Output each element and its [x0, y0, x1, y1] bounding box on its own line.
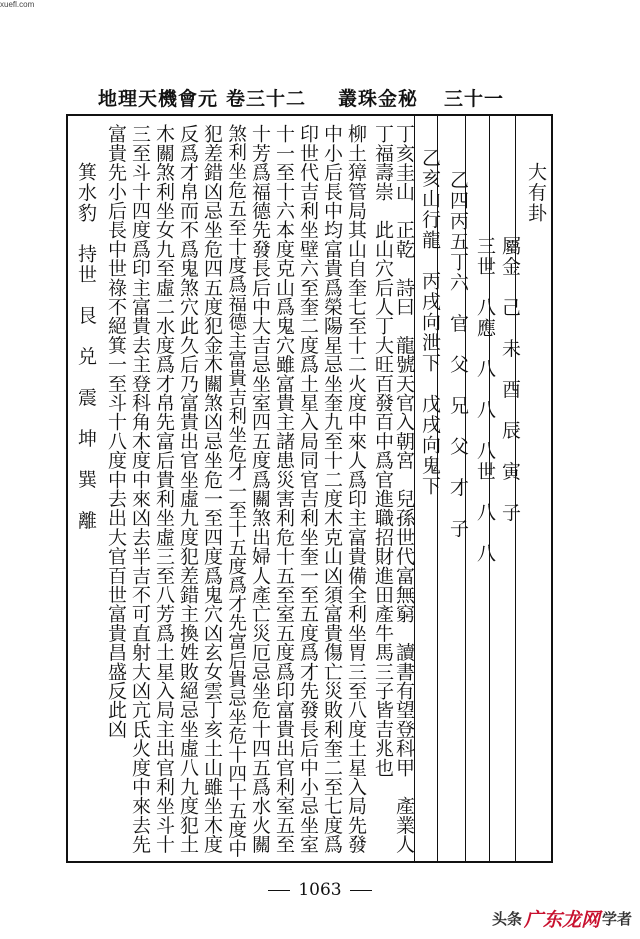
watermark: [492, 905, 632, 931]
site-mark: xuefl.com: [0, 0, 35, 9]
watermark-brand: 广东龙网: [523, 909, 600, 931]
text-column: 煞利坐危五至十度爲福德主富貴吉利坐危才一至十五度爲才先富后貴忌坐危十四十五度中: [225, 124, 247, 858]
footer-dash: [350, 890, 372, 891]
page-footer: [0, 880, 640, 900]
dragon-line: 乙亥山行龍 丙戌向泄下 戊戌向鬼下: [419, 148, 441, 497]
watermark-suffix: 学者: [601, 910, 632, 928]
text-column: 丁亥圭山 正乾 詩曰 龍號天官入朝宮 兒孫世代富無窮 讀書有望登科甲 產業人: [393, 124, 415, 854]
text-column: 十一至十六本度克山爲鬼穴雖富貴主諸患災害利危十五至室五度爲印富貴出官利室五至: [273, 124, 295, 854]
text-column: 三至斗十四度爲印主富貴去主登科角木度中來凶去半吉不可直射大凶亢氐火度中來去先: [129, 124, 151, 854]
text-column: 犯差錯凶忌坐危四五度犯金木關煞凶忌坐危一至四度爲鬼穴凶玄女雲丁亥土山雖坐木度: [201, 124, 223, 854]
branch-row: 屬金 己 未 酉 辰 寅 子: [499, 236, 521, 523]
hexagram-name: 大有卦: [525, 162, 547, 224]
watermark-prefix: 头条: [491, 910, 522, 928]
relation-row: 乙四丙五丁六 官 父 兄 父 才 子: [447, 170, 469, 539]
text-column: 木關煞利坐女九至虛二水度爲才帛先富后貴利坐虛三至八芳爲土星入局主出官利坐斗十: [153, 124, 175, 854]
trigram-row: 箕水豹 持世 艮 兑 震 坤 巽 離: [75, 162, 97, 531]
chinese-page-number: 三十一: [444, 88, 505, 110]
page-header: [98, 84, 538, 114]
text-column: 中小后長中均富貴爲榮陽星忌坐奎九至十二度木克山凶須富貴傷亡災敗利奎二至七度爲: [321, 124, 343, 854]
text-column: 十芳爲福德先發長后中大吉忌坐室四五度爲關煞出婦人產亡災厄忌坐危十四五爲水火關: [249, 124, 271, 854]
collection-title: 叢珠金秘: [338, 88, 419, 110]
text-column: 丁福壽崇 此山穴后人丁大旺百發百中爲官進職招財進田產牛馬三子皆吉兆也: [372, 124, 394, 777]
page-number: 1063: [298, 880, 342, 900]
volume-label: 卷三十二: [226, 88, 307, 110]
text-column: 反爲才帛而不爲鬼煞穴此久后乃富貴出官坐虛九度犯差錯主換姓敗絕忌坐虛八九度犯土: [177, 124, 199, 854]
text-column: 印世代吉利坐壁六至奎二度爲土星入局同官吉利坐奎一至五度爲才先發長后中小忌坐室: [297, 124, 319, 854]
book-title: 地理天機會元: [98, 88, 219, 110]
position-row: 三世 八應 八 八 八世 八 八: [474, 236, 496, 564]
text-column: 富貴先小后長中世祿不絕箕一至斗十八度中去出大官百世富貴昌盛反此凶: [105, 124, 127, 739]
footer-dash: [268, 890, 290, 891]
text-column: 柳土獐管局其山自奎七至十二火度中來人爲印主富貴備全利坐胃三至八度土星入局先發: [345, 124, 367, 854]
